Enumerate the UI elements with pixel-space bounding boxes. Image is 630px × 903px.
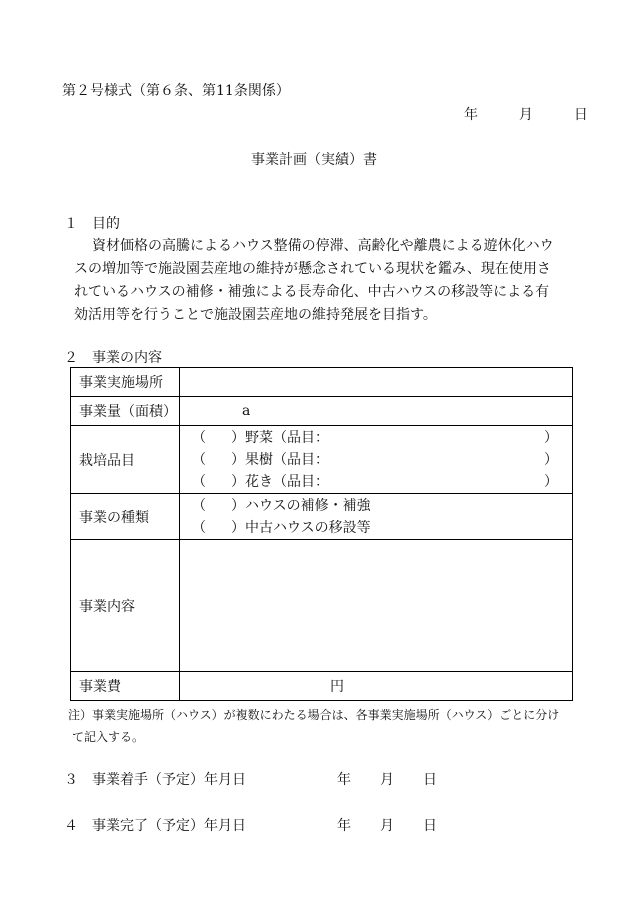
section3-label: ３ 事業着手（予定）年月日 [64, 772, 246, 788]
crop-check-open[interactable]: （ [192, 473, 206, 490]
crop-check-close: ） [231, 473, 245, 490]
table-row [71, 368, 573, 397]
section4-year: 年 [337, 818, 351, 834]
crop-text [231, 427, 329, 449]
location-label: 事業実施場所 [71, 368, 180, 397]
project-content-table [70, 367, 573, 701]
type-text [231, 495, 371, 517]
content-label: 事業内容 [71, 540, 180, 672]
section1-body [72, 235, 572, 327]
table-row [71, 540, 573, 672]
section3-year: 年 [337, 772, 351, 788]
quantity-label: 事業量（面積） [71, 397, 180, 426]
crops-label: 栽培品目 [71, 426, 180, 494]
section3-day: 日 [423, 772, 437, 788]
type-item-relocation [180, 517, 572, 539]
section4-day: 日 [423, 818, 437, 834]
note-line: て記入する。 [72, 730, 145, 744]
cost-unit: 円 [330, 679, 344, 695]
type-name: ハウスの補修・補強 [245, 497, 371, 514]
quantity-value-cell[interactable] [180, 397, 573, 426]
table-row [71, 672, 573, 701]
note-line: 注）事業実施場所（ハウス）が複数にわたる場合は、各事業実施場所（ハウス）ごとに分け [68, 708, 560, 722]
section1-heading: １ 目的 [64, 216, 120, 232]
crop-end: ） [544, 429, 558, 446]
table-note [68, 704, 573, 748]
date-year-label: 年 [464, 107, 478, 123]
crop-check-close: ） [231, 451, 245, 468]
type-check-close: ） [231, 519, 245, 536]
crop-text [231, 471, 329, 493]
section4-label: ４ 事業完了（予定）年月日 [64, 818, 246, 834]
crop-item-flower [180, 471, 572, 493]
type-value-cell[interactable] [180, 494, 573, 540]
crop-item-vegetable [180, 427, 572, 449]
crop-name: 野菜（品目： [245, 429, 329, 446]
table-row [71, 494, 573, 540]
content-value[interactable] [180, 540, 573, 672]
crop-name: 果樹（品目： [245, 451, 329, 468]
section1-line: スの増加等で施設園芸産地の維持が懸念されている現状を鑑み、現在使用さ [74, 261, 551, 277]
crop-item-fruit [180, 449, 572, 471]
type-item-repair [180, 495, 572, 517]
crop-end: ） [544, 473, 558, 490]
cost-value-cell[interactable] [180, 672, 573, 701]
section1-line: れているハウスの補修・補強による長寿命化、中古ハウスの移設等による有 [74, 284, 550, 300]
section4-month: 月 [380, 818, 394, 834]
type-name: 中古ハウスの移設等 [245, 519, 371, 536]
type-check-close: ） [231, 497, 245, 514]
crop-name: 花き（品目： [245, 473, 329, 490]
type-text [231, 517, 371, 539]
form-number: 第２号様式（第６条、第11条関係） [62, 83, 290, 99]
crop-end: ） [544, 451, 558, 468]
crop-check-open[interactable]: （ [192, 429, 206, 446]
crop-check-open[interactable]: （ [192, 451, 206, 468]
document-title: 事業計画（実績）書 [251, 152, 377, 168]
section1-line: 資材価格の高騰によるハウス整備の停滞、高齢化や離農による遊休化ハウ [92, 238, 554, 254]
date-month-label: 月 [518, 107, 533, 123]
section1-line: 効活用等を行うことで施設園芸産地の維持発展を目指す。 [74, 307, 437, 323]
date-header [464, 104, 588, 124]
section2-heading: ２ 事業の内容 [64, 350, 162, 366]
crop-check-close: ） [231, 429, 245, 446]
date-day-label: 日 [573, 107, 588, 123]
type-label: 事業の種類 [71, 494, 180, 540]
area-unit: a [242, 403, 251, 419]
table-row [71, 426, 573, 494]
cost-label: 事業費 [71, 672, 180, 701]
location-value[interactable] [180, 368, 573, 397]
section3-month: 月 [380, 772, 394, 788]
crop-text [231, 449, 329, 471]
crops-value-cell[interactable] [180, 426, 573, 494]
table-row [71, 397, 573, 426]
type-check-open[interactable]: （ [192, 519, 206, 536]
type-check-open[interactable]: （ [192, 497, 206, 514]
